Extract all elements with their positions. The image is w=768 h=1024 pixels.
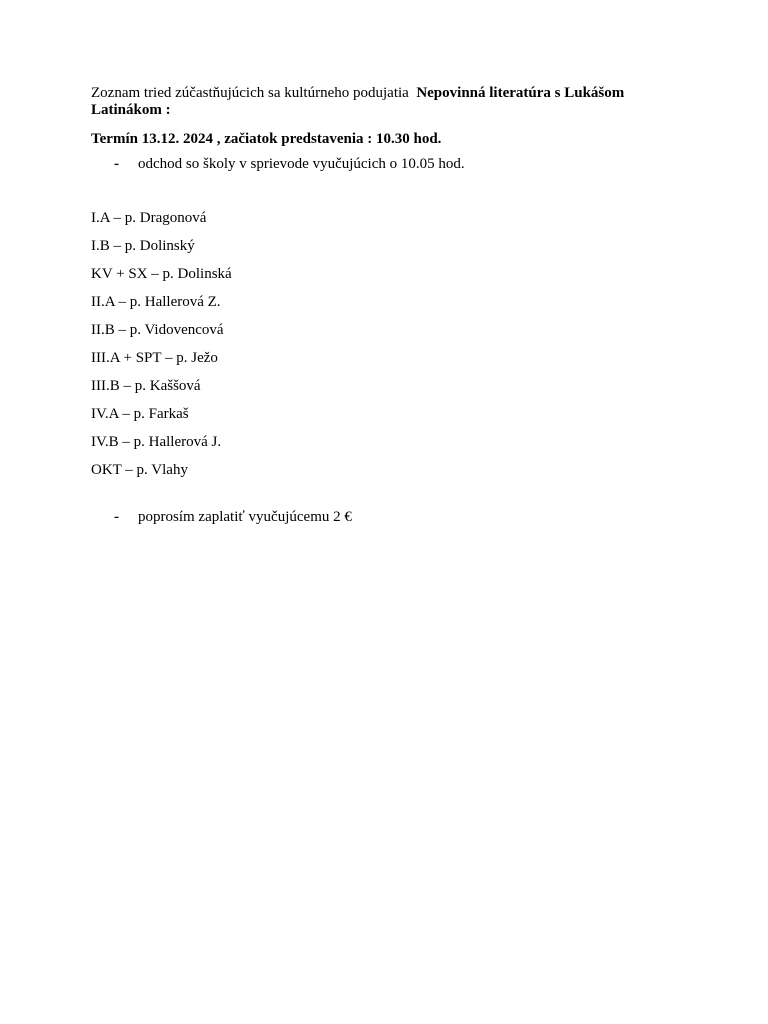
- class-item: III.A + SPT – p. Ježo: [91, 350, 218, 366]
- class-item: I.A – p. Dragonová: [91, 210, 207, 226]
- event-title: Nepovinná literatúra s Lukášom: [416, 85, 625, 101]
- class-item: OKT – p. Vlahy: [91, 462, 188, 478]
- document-page: [91, 85, 671, 526]
- intro-text: Zoznam tried zúčastňujúcich sa kultúrneho podujatia: [91, 85, 409, 101]
- event-title-cont: Latinákom :: [91, 102, 171, 118]
- class-item: II.B – p. Vidovencová: [91, 322, 224, 338]
- class-item: III.B – p. Kaššová: [91, 378, 201, 394]
- term-line: Termín 13.12. 2024 , začiatok predstavenia : 10.30 hod.: [91, 131, 442, 147]
- class-list: [91, 210, 671, 490]
- class-item: IV.A – p. Farkaš: [91, 406, 189, 422]
- bullet-dash: -: [114, 156, 119, 172]
- class-item: I.B – p. Dolinský: [91, 238, 195, 254]
- class-item: KV + SX – p. Dolinská: [91, 266, 232, 282]
- payment-note: poprosím zaplatiť vyučujúcemu 2 €: [138, 509, 352, 525]
- bullet-dash: -: [114, 509, 119, 525]
- intro-paragraph: [91, 85, 671, 119]
- departure-note: odchod so školy v sprievode vyučujúcich o 10.05 hod.: [138, 156, 465, 172]
- departure-bullet: [91, 156, 671, 173]
- class-item: IV.B – p. Hallerová J.: [91, 434, 222, 450]
- payment-bullet: [91, 509, 671, 526]
- class-item: II.A – p. Hallerová Z.: [91, 294, 221, 310]
